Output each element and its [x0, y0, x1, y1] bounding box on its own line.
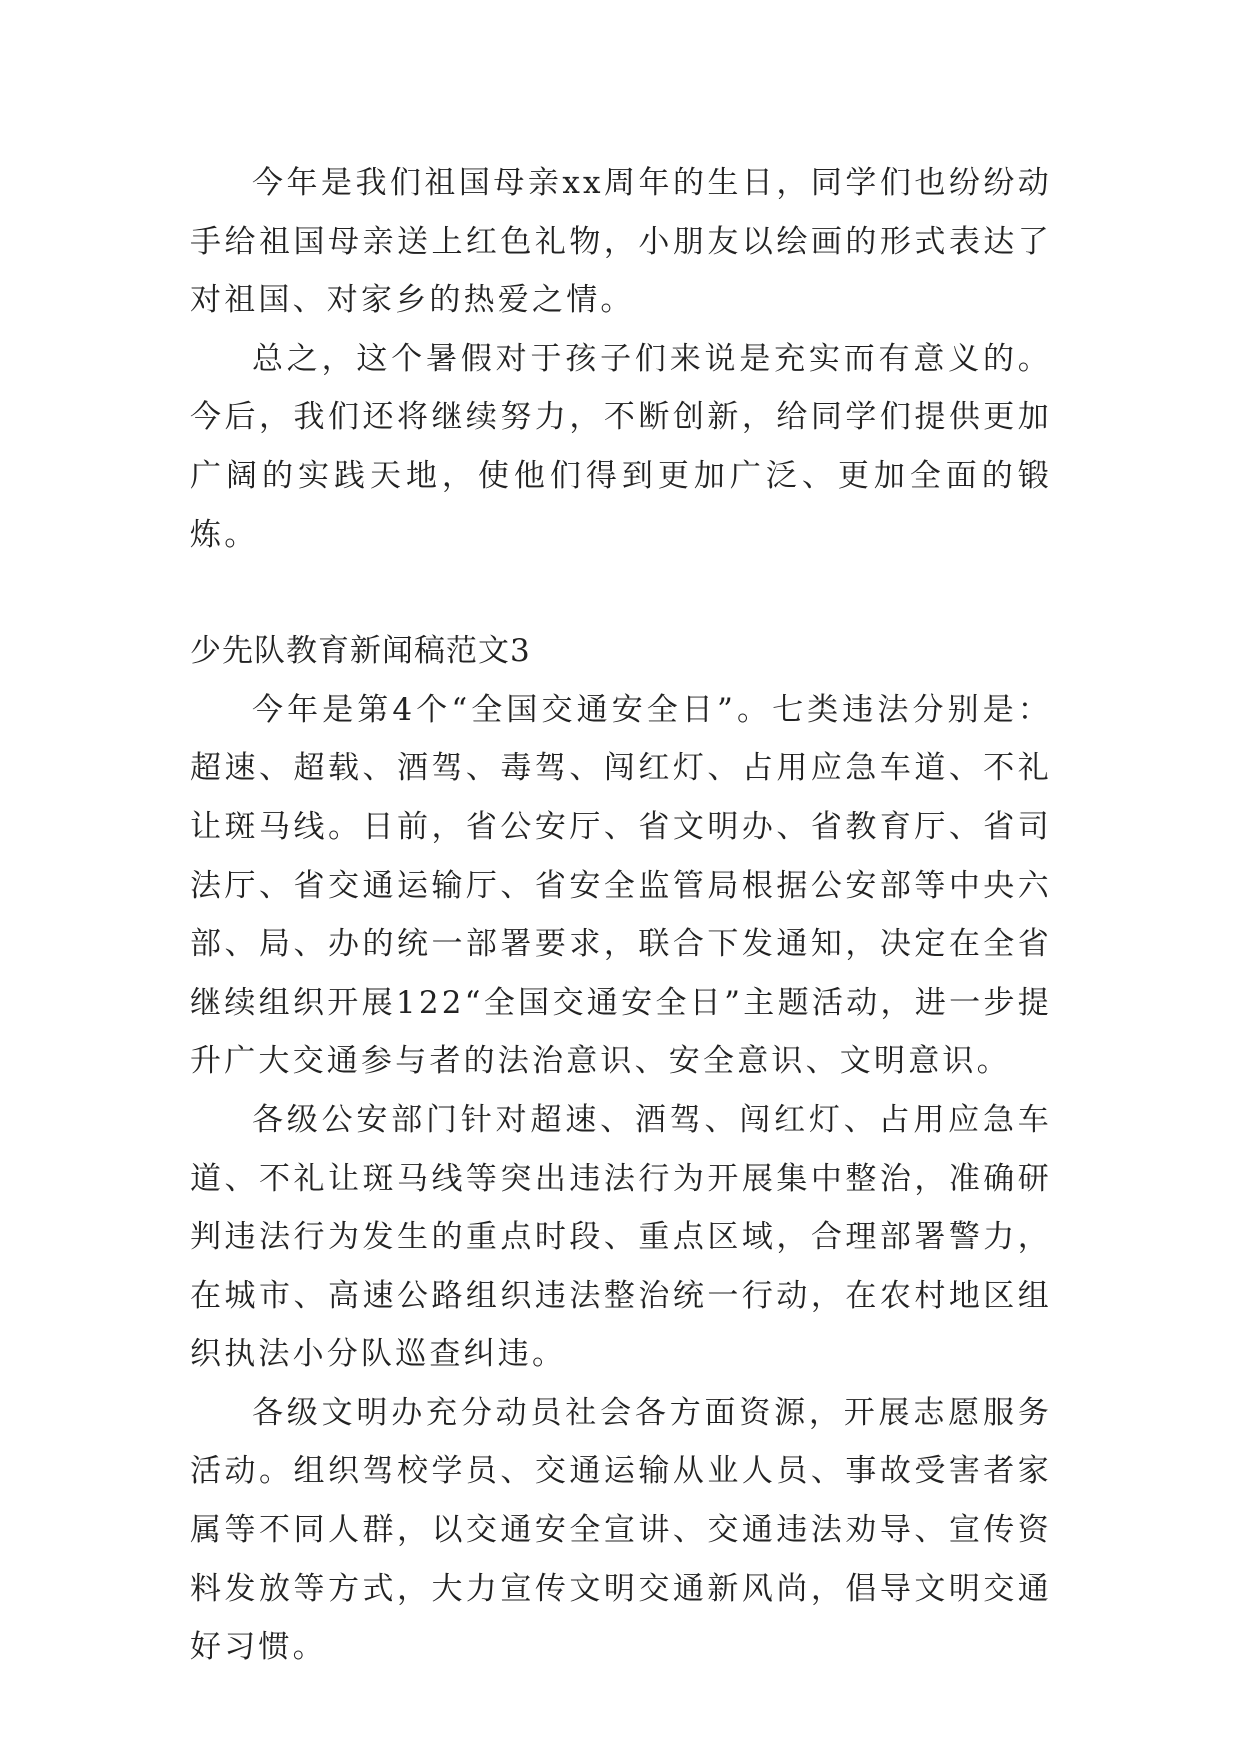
- paragraph-traffic-safety-day: 今年是第4个“全国交通安全日”。七类违法分别是：超速、超载、酒驾、毒驾、闯红灯、占用应急车道、不礼让斑马线。日前，省公安厅、省文明办、省教育厅、省司法厅、省交通运输厅、省安全监管局根据公安部等中央六部、局、办的统一部署要求，联合下发通知，决定在全省继续组织开展122“全国交通安全日”主题活动，进一步提升广大交通参与者的法治意识、安全意识、文明意识。: [190, 691, 1052, 1080]
- document-body: [190, 154, 1052, 1677]
- section-title: 少先队教育新闻稿范文3: [190, 633, 531, 670]
- paragraph-national-birthday: 今年是我们祖国母亲xx周年的生日，同学们也纷纷动手给祖国母亲送上红色礼物，小朋友以绘画的形式表达了对祖国、对家乡的热爱之情。: [190, 165, 1052, 319]
- paragraph-police-enforcement: 各级公安部门针对超速、酒驾、闯红灯、占用应急车道、不礼让斑马线等突出违法行为开展集中整治，准确研判违法行为发生的重点时段、重点区域，合理部署警力，在城市、高速公路组织违法整治统一行动，在农村地区组织执法小分队巡查纠违。: [190, 1101, 1052, 1373]
- paragraph-volunteer-services: 各级文明办充分动员社会各方面资源，开展志愿服务活动。组织驾校学员、交通运输从业人员、事故受害者家属等不同人群，以交通安全宣讲、交通违法劝导、宣传资料发放等方式，大力宣传文明交通新风尚，倡导文明交通好习惯。: [190, 1394, 1052, 1666]
- paragraph-summer-summary: 总之，这个暑假对于孩子们来说是充实而有意义的。今后，我们还将继续努力，不断创新，给同学们提供更加广阔的实践天地，使他们得到更加广泛、更加全面的锻炼。: [190, 340, 1052, 553]
